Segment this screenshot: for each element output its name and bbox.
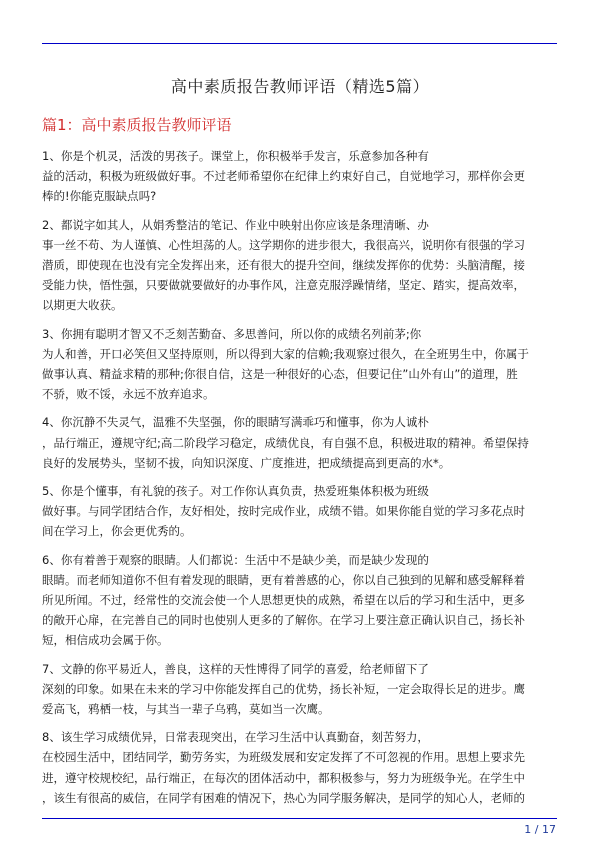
section-heading: 篇1：高中素质报告教师评语 xyxy=(42,116,232,134)
top-rule xyxy=(42,43,557,44)
bottom-rule xyxy=(42,818,557,819)
document-body xyxy=(42,146,557,816)
paragraph-8: 8、该生学习成绩优异，日常表现突出，在学习生活中认真勤奋，刻苦努力， 在校园生活中，团结同学，勤劳务实，为班级发展和安定发挥了不可忽视的作用。思想上要求先 进，遵守校规校纪，品行端正，在每次的团体活动中，都积极参与，努力为班级争光。在学生中 ，该生有很高的威信，在同学有困难的情况下，热心为同学服务解决，是同学的知心人，老师的 xyxy=(42,730,525,805)
page-number: 1 / 17 xyxy=(524,823,556,836)
paragraph-1: 1、你是个机灵，活泼的男孩子。课堂上，你积极举手发言，乐意参加各种有 益的活动，积极为班级做好事。不过老师希望你在纪律上约束好自己，自觉地学习，那样你会更 棒的!你能克服缺点吗? xyxy=(42,149,525,204)
paragraph-4: 4、你沉静不失灵气，温雅不失坚强，你的眼睛写满乖巧和懂事，你为人诚朴 ，品行端正，遵规守纪;高二阶段学习稳定，成绩优良，有自强不息，积极进取的精神。希望保持 良好的发展势头，坚韧不拔，向知识深度、广度推进，把成绩提高到更高的水*。 xyxy=(42,415,529,470)
paragraph-5: 5、你是个懂事，有礼貌的孩子。对工作你认真负责，热爱班集体积极为班级 做好事。与同学团结合作，友好相处，按时完成作业，成绩不错。如果你能自觉的学习多花点时 间在学习上，你会更优秀的。 xyxy=(42,484,525,539)
paragraph-7: 7、文静的你平易近人，善良，这样的天性博得了同学的喜爱，给老师留下了 深刻的印象。如果在未来的学习中你能发挥自己的优势，扬长补短，一定会取得长足的进步。鹰 爱高飞，鸦栖一枝，与其当一辈子乌鸦，莫如当一次鹰。 xyxy=(42,661,525,717)
page-title: 高中素质报告教师评语（精选5篇） xyxy=(170,77,430,96)
paragraph-2: 2、都说字如其人，从娟秀整洁的笔记、作业中映射出你应该是条理清晰、办 事一丝不苟、为人谨慎、心性坦荡的人。这学期你的进步很大，我很高兴，说明你有很强的学习 潜质，即使现在也没有完全发挥出来，还有很大的提升空间，继续发挥你的优势：头脑清醒，接 受能力快，悟性强，只要做就要做好的办事作风，注意克服浮躁情绪，坚定、踏实，提高效率， 以期更大收获。 xyxy=(42,217,525,313)
paragraph-3: 3、你拥有聪明才智又不乏刻苦勤奋、多思善问，所以你的成绩名列前茅;你 为人和善，开口必笑但又坚持原则，所以得到大家的信赖;我观察过很久，在全班男生中，你属于 做事认真、精益求精的那种;你很自信，这是一种很好的心态，但要记住”山外有山”的道理，胜 不骄，败不馁，永远不放弃追求。 xyxy=(42,326,529,402)
paragraph-6: 6、你有着善于观察的眼睛。人们都说：生活中不是缺少美，而是缺少发现的 眼睛。而老师知道你不但有着发现的眼睛，更有着善感的心，你以自己独到的见解和感受解释着 所见所闻。不过，经常性的交流会使一个人思想更快的成熟，希望在以后的学习和生活中，更多 的敞开心扉，在完善自己的同时也使别人更多的了解你。在学习上要注意正确认识自己，扬长补 短，相信成功会属于你。 xyxy=(42,552,525,648)
